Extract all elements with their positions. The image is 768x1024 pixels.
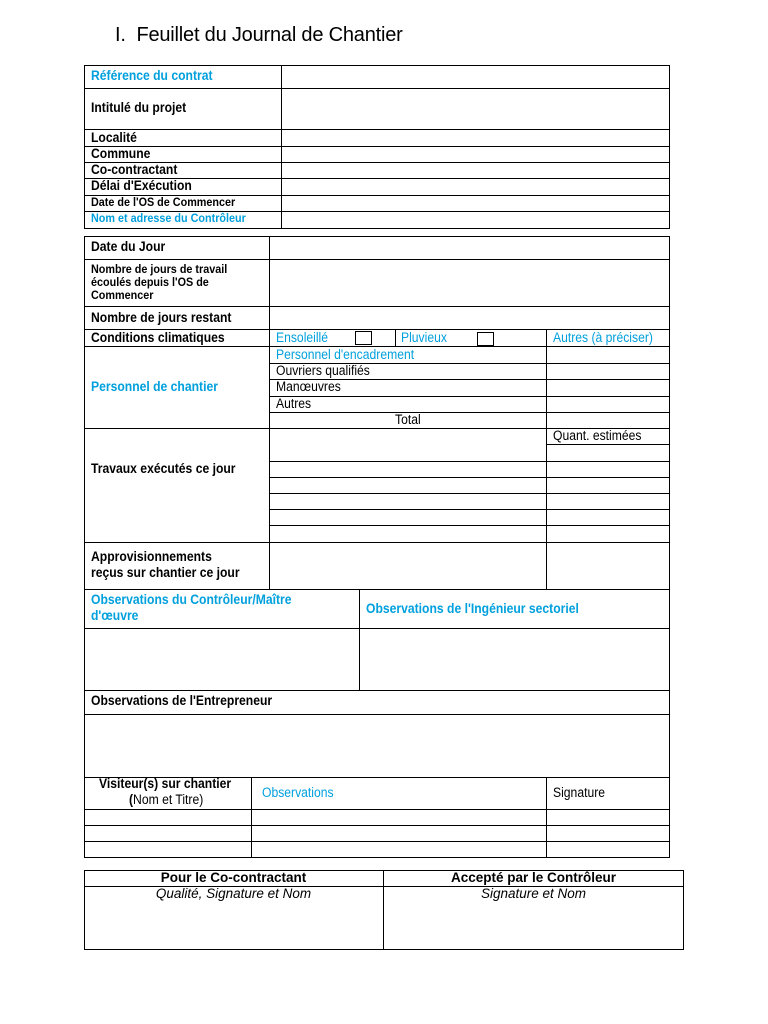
- divider: [269, 509, 670, 510]
- divider: [84, 88, 670, 89]
- divider: [84, 825, 670, 826]
- weather-rainy-label: Pluvieux: [401, 330, 447, 345]
- visitors-observations-label: Observations: [262, 785, 334, 800]
- staff-total: Total: [395, 412, 421, 427]
- obs-engineer-label: Observations de l'Ingénieur sectoriel: [366, 601, 579, 616]
- divider: [546, 428, 547, 589]
- divider: [84, 809, 670, 810]
- project-title-label: Intitulé du projet: [91, 100, 187, 115]
- contractor-sign-title: Pour le Co-contractant: [160, 870, 307, 885]
- divider: [84, 841, 670, 842]
- deadline-label: Délai d'Exécution: [91, 178, 192, 193]
- weather-rainy-checkbox[interactable]: [477, 332, 494, 346]
- divider: [546, 777, 547, 858]
- estimated-qty-label: Quant. estimées: [553, 428, 642, 443]
- locality-label: Localité: [91, 130, 137, 145]
- controller-sign-subtitle: Signature et Nom: [480, 886, 587, 901]
- obs-controller-line1: Observations du Contrôleur/Maître: [91, 592, 292, 607]
- weather-sunny-label: Ensoleillé: [276, 330, 329, 345]
- divider: [546, 444, 670, 445]
- divider: [251, 777, 252, 858]
- visitors-line2: (Nom et Titre): [129, 792, 204, 807]
- divider: [281, 65, 282, 229]
- divider: [84, 306, 670, 307]
- supplies-line1: Approvisionnements: [91, 549, 212, 564]
- divider: [84, 129, 670, 130]
- divider: [84, 714, 670, 715]
- divider: [84, 259, 670, 260]
- divider: [84, 690, 670, 691]
- contractor-sign-subtitle: Qualité, Signature et Nom: [155, 886, 312, 901]
- divider: [84, 628, 670, 629]
- staff-supervisors: Personnel d'encadrement: [276, 347, 415, 362]
- staff-laborers: Manœuvres: [276, 379, 341, 394]
- works-label: Travaux exécutés ce jour: [91, 461, 236, 476]
- days-elapsed-line1: Nombre de jours de travail: [91, 262, 228, 276]
- divider: [546, 329, 547, 429]
- divider: [359, 589, 360, 690]
- weather-other-label: Autres (à préciser): [553, 330, 653, 345]
- divider: [269, 493, 670, 494]
- divider: [269, 525, 670, 526]
- supplies-line2: reçus sur chantier ce jour: [91, 565, 240, 580]
- divider: [84, 589, 670, 590]
- weather-sunny-checkbox[interactable]: [355, 331, 372, 345]
- divider: [84, 542, 670, 543]
- controller-sign-title: Accepté par le Contrôleur: [450, 870, 617, 885]
- contractor-label: Co-contractant: [91, 162, 178, 177]
- days-elapsed-line2: écoulés depuis l'OS de: [91, 275, 209, 289]
- os-date-label: Date de l'OS de Commencer: [91, 195, 236, 209]
- divider: [269, 236, 270, 590]
- obs-contractor-label: Observations de l'Entrepreneur: [91, 693, 273, 708]
- divider: [269, 412, 670, 413]
- divider: [84, 146, 670, 147]
- divider: [269, 477, 670, 478]
- divider: [269, 461, 670, 462]
- visitors-line1: Visiteur(s) sur chantier: [99, 776, 232, 791]
- days-remaining-label: Nombre de jours restant: [91, 310, 232, 325]
- divider: [395, 329, 396, 346]
- visitors-signature-label: Signature: [553, 785, 606, 800]
- controller-label: Nom et adresse du Contrôleur: [91, 211, 246, 225]
- contract-reference-label: Référence du contrat: [91, 68, 213, 83]
- date-label: Date du Jour: [91, 239, 166, 254]
- staff-label: Personnel de chantier: [91, 379, 218, 394]
- divider: [269, 396, 670, 397]
- staff-others: Autres: [276, 396, 312, 411]
- weather-label: Conditions climatiques: [91, 330, 225, 345]
- obs-controller-line2: d'œuvre: [91, 608, 139, 623]
- days-elapsed-line3: Commencer: [91, 288, 154, 302]
- page-title: I. Feuillet du Journal de Chantier: [115, 24, 403, 46]
- staff-skilled: Ouvriers qualifiés: [276, 363, 370, 378]
- commune-label: Commune: [91, 146, 151, 161]
